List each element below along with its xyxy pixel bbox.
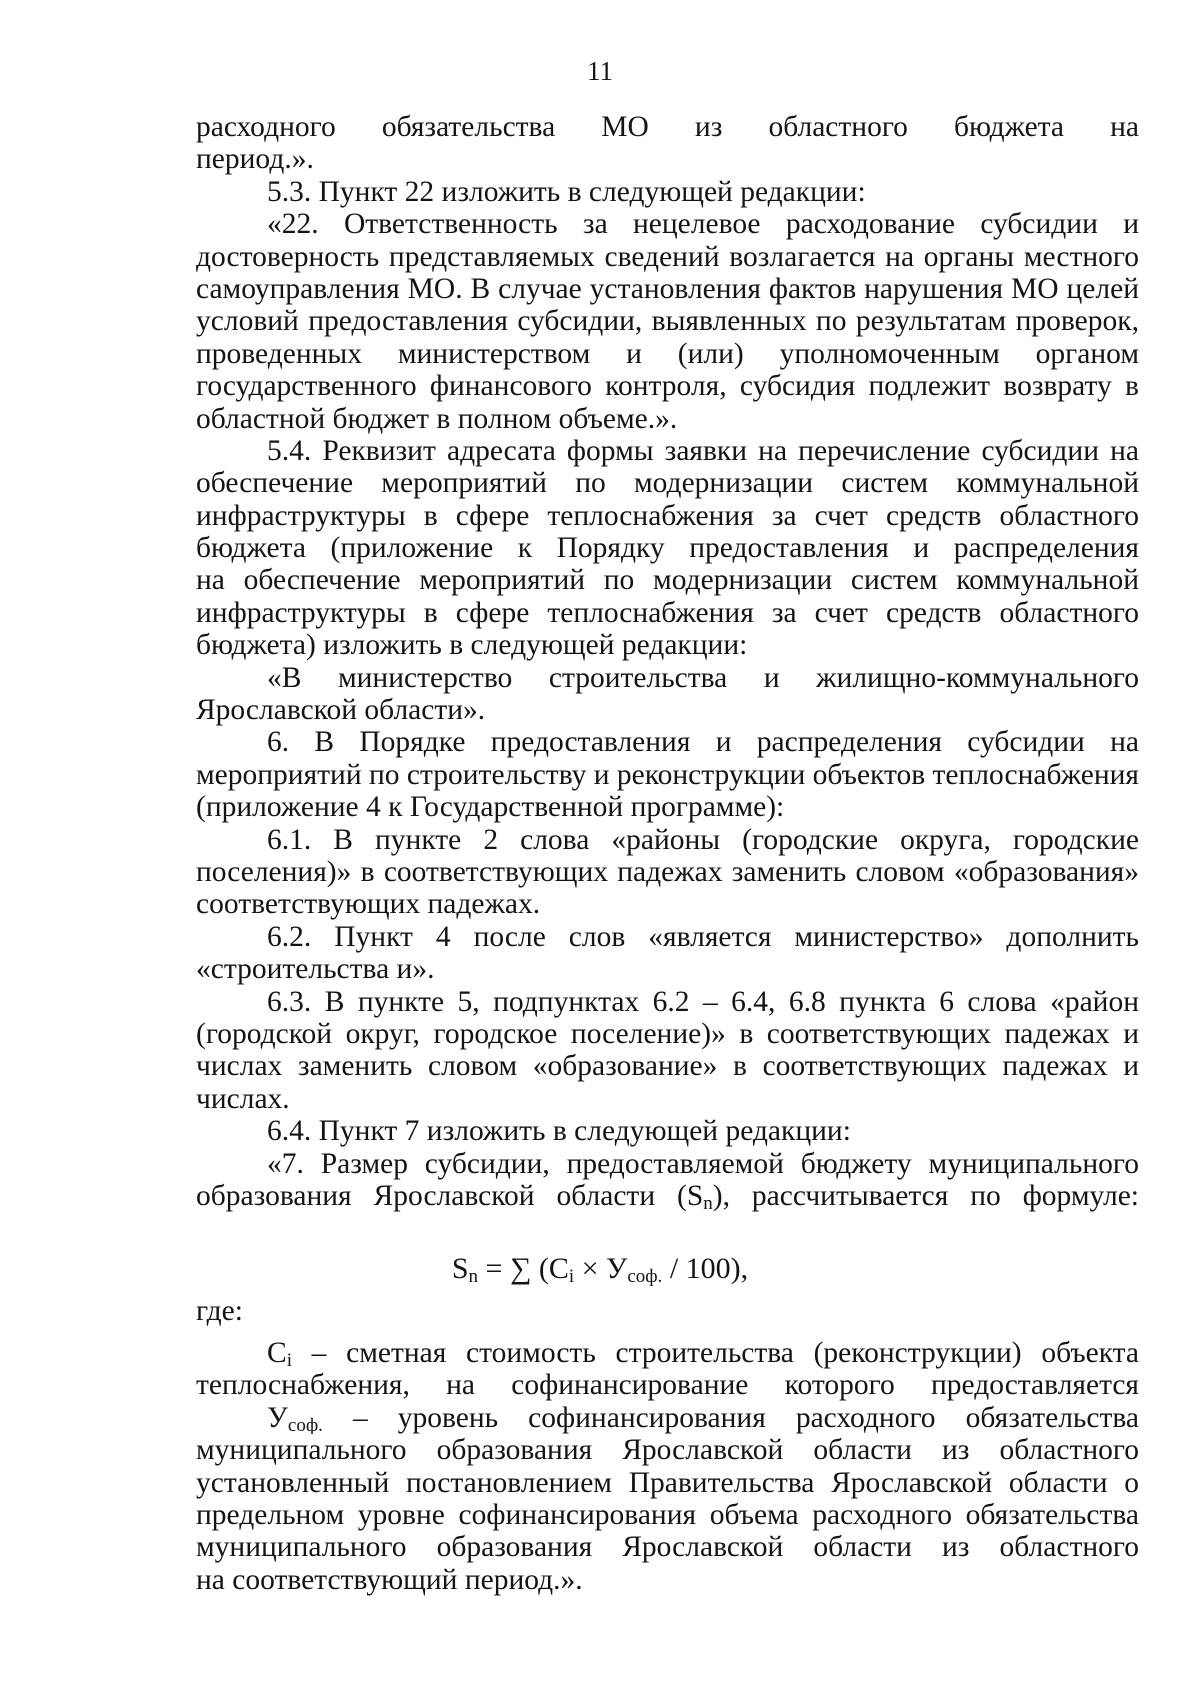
text-line-6: самоуправления МО. В случае установления фактов нарушения МО целей [196,272,1139,305]
text-line-5: достоверность представляемых сведений возлагается на органы местного [196,240,1139,273]
ysof-definition-line-1: муниципального образования Ярославской области из областного [196,1434,1139,1467]
main-paragraphs [196,111,1139,1180]
ysof-definition-line-4: муниципального образования Ярославской области из областного [196,1531,1139,1564]
text-line-25: соответствующих падежах. [196,888,541,921]
ci-definition-line-2: теплоснабжения, на софинансирование которого предоставляется [196,1369,1139,1402]
text-line-7: условий предоставления субсидии, выявленных по результатам проверок, [196,305,1139,338]
text-line-4: «22. Ответственность за нецелевое расходование субсидии и [267,208,1139,241]
text-line-17: бюджета) изложить в следующей редакции: [196,629,748,662]
document-body [196,111,1139,1212]
text-line-33: «7. Размер субсидии, предоставляемой бюджету муниципального [267,1147,1139,1180]
page-number: 11 [587,56,613,86]
text-line-27: «строительства и». [196,953,435,986]
text-line-3: 5.3. Пункт 22 изложить в следующей редакции: [267,175,866,208]
text-line-10: областной бюджет в полном объеме.». [196,402,678,435]
text-line-12: обеспечение мероприятий по модернизации систем коммунальной [196,467,1139,500]
text-line-1: расходного обязательства МО из областного бюджета на [196,111,1139,143]
text-line-18: «В министерство строительства и жилищно-коммунального [267,661,1139,694]
text-line-13: инфраструктуры в сфере теплоснабжения за счет средств областного [196,499,1139,532]
text-line-19: Ярославской области». [196,694,486,727]
text-line-8: проведенных министерством и (или) уполномоченным органом [196,337,1139,370]
text-line-2: период.». [196,143,314,176]
text-line-15: на обеспечение мероприятий по модернизации систем коммунальной [196,564,1139,597]
text-line-22: (приложение 4 к Государственной программе): [196,791,785,824]
text-line-31: числах. [196,1082,290,1115]
text-line-sn: образования Ярославской области $(S_n)$, рассчитывается по формуле: [196,1179,1139,1213]
text-line-30: числах заменить словом «образование» в соответствующих падежах и [196,1050,1139,1083]
text-line-16: инфраструктуры в сфере теплоснабжения за счет средств областного [196,596,1139,629]
text-line-14: бюджета (приложение к Порядку предоставления и распределения [196,532,1139,565]
text-line-26: 6.2. Пункт 4 после слов «является министерство» дополнить [267,920,1139,953]
ysof-definition-rest [196,1434,1139,1596]
text-line-11: 5.4. Реквизит адресата формы заявки на перечисление субсидии на [267,434,1139,467]
text-line-32: 6.4. Пункт 7 изложить в следующей редакции: [267,1115,851,1148]
formula: $S_n$ = ∑ $(C_i \times У_{соф.} / 100)$, [451,1252,749,1287]
ci-definition-line-1: $C_i$ – сметная стоимость строительства (реконструкции) объекта [267,1337,1139,1370]
ysof-definition-line-5: на соответствующий период.». [196,1563,583,1596]
text-line-29: (городской округ, городское поселение)» в соответствующих падежах и [196,1017,1139,1050]
where-label: где: [196,1295,243,1327]
ysof-definition-line-2: установленный постановлением Правительства Ярославской области о [196,1466,1139,1499]
text-line-23: 6.1. В пункте 2 слова «районы (городские округа, городские [267,823,1139,856]
text-line-24: поселения)» в соответствующих падежах заменить словом «образования» [196,855,1139,888]
definitions [196,1291,1139,1596]
ysof-definition-line-3: предельном уровне софинансирования объема расходного обязательства [196,1498,1139,1531]
ysof-definition-line-1: $У_{соф.}$ – уровень софинансирования расходного обязательства [267,1401,1139,1435]
text-line-9: государственного финансового контроля, субсидия подлежит возврату в [196,370,1139,403]
text-line-28: 6.3. В пункте 5, подпунктах 6.2 – 6.4, 6.8 пункта 6 слова «район [267,985,1139,1018]
text-line-21: мероприятий по строительству и реконструкции объектов теплоснабжения [196,758,1139,791]
text-line-20: 6. В Порядке предоставления и распределения субсидии на [267,726,1139,759]
